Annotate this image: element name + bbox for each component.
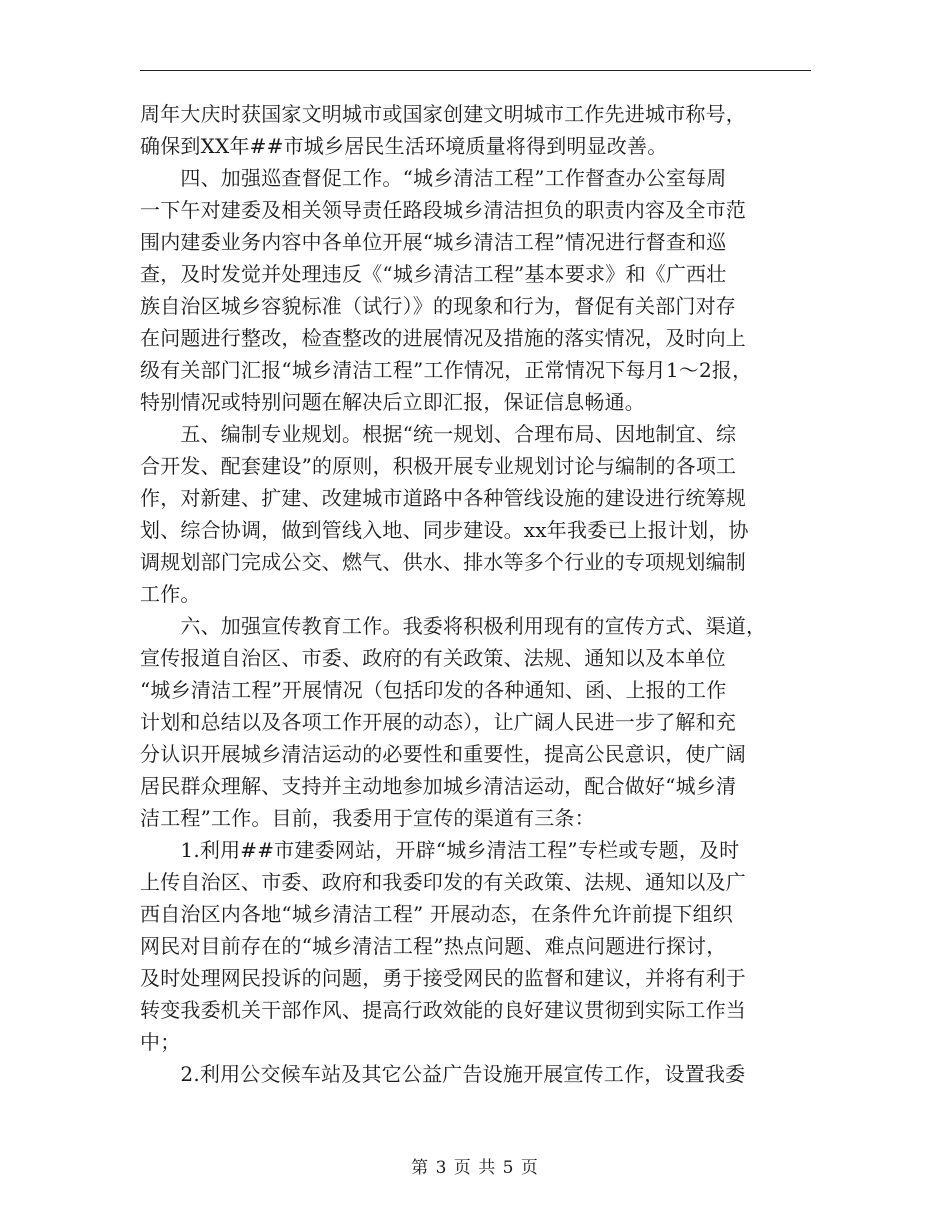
text-line: 周年大庆时获国家文明城市或国家创建文明城市工作先进城市称号， xyxy=(140,102,746,126)
text-line: 四、加强巡查督促工作。“城乡清洁工程”工作督查办公室每周 xyxy=(140,166,727,190)
text-line: 洁工程”工作。目前，我委用于宣传的渠道有三条： xyxy=(140,806,595,830)
text-line: 居民群众理解、支持并主动地参加城乡清洁运动，配合做好“城乡清 xyxy=(140,774,737,798)
document-body xyxy=(140,98,820,1090)
text-line: 工作。 xyxy=(140,582,201,606)
page-number-footer: 第 3 页 共 5 页 xyxy=(411,1158,539,1178)
text-line: 分认识开展城乡清洁运动的必要性和重要性，提高公民意识，使广阔 xyxy=(140,742,746,766)
text-line: 计划和总结以及各项工作开展的动态），让广阔人民进一步了解和充 xyxy=(140,710,736,734)
text-line: 一下午对建委及相关领导责任路段城乡清洁担负的职责内容及全市范 xyxy=(140,198,746,222)
text-line: “城乡清洁工程”开展情况（包括印发的各种通知、函、上报的工作 xyxy=(140,678,727,702)
text-line: 调规划部门完成公交、燃气、供水、排水等多个行业的专项规划编制 xyxy=(140,550,746,574)
text-line: 上传自治区、市委、政府和我委印发的有关政策、法规、通知以及广 xyxy=(140,870,746,894)
text-line: 六、加强宣传教育工作。我委将积极利用现有的宣传方式、渠道， xyxy=(140,614,767,638)
text-line: 中； xyxy=(140,1030,181,1054)
text-line: 合开发、配套建设”的原则，积极开展专业规划讨论与编制的各项工 xyxy=(140,454,737,478)
text-line: 五、编制专业规划。根据“统一规划、合理布局、因地制宜、综 xyxy=(140,422,737,446)
text-line: 围内建委业务内容中各单位开展“城乡清洁工程”情况进行督查和巡 xyxy=(140,230,727,254)
header-rule xyxy=(140,70,811,71)
text-line: 网民对目前存在的“城乡清洁工程”热点问题、难点问题进行探讨， xyxy=(140,934,727,958)
text-line: 划、综合协调，做到管线入地、同步建设。xx年我委已上报计划，协 xyxy=(140,518,749,542)
text-line: 及时处理网民投诉的问题，勇于接受网民的监督和建议，并将有利于 xyxy=(140,966,746,990)
text-line: 1.利用##市建委网站，开辟“城乡清洁工程”专栏或专题，及时 xyxy=(140,838,740,862)
text-line: 级有关部门汇报“城乡清洁工程”工作情况，正常情况下每月1～2报， xyxy=(140,358,753,382)
text-line: 西自治区内各地“城乡清洁工程” 开展动态，在条件允许前提下组织 xyxy=(140,902,734,926)
text-line: 作，对新建、扩建、改建城市道路中各种管线设施的建设进行统筹规 xyxy=(140,486,746,510)
text-line: 在问题进行整改，检查整改的进展情况及措施的落实情况，及时向上 xyxy=(140,326,746,350)
text-line: 查，及时发觉并处理违反《“城乡清洁工程”基本要求》和《广西壮 xyxy=(140,262,727,286)
text-line: 族自治区城乡容貌标准（试行）》的现象和行为，督促有关部门对存 xyxy=(140,294,736,318)
text-line: 2.利用公交候车站及其它公益广告设施开展宣传工作，设置我委 xyxy=(140,1062,746,1086)
text-line: 宣传报道自治区、市委、政府的有关政策、法规、通知以及本单位 xyxy=(140,646,726,670)
text-line: 转变我委机关干部作风、提高行政效能的良好建议贯彻到实际工作当 xyxy=(140,998,746,1022)
text-line: 特别情况或特别问题在解决后立即汇报，保证信息畅通。 xyxy=(140,390,645,414)
text-line: 确保到XX年##市城乡居民生活环境质量将得到明显改善。 xyxy=(140,134,668,158)
